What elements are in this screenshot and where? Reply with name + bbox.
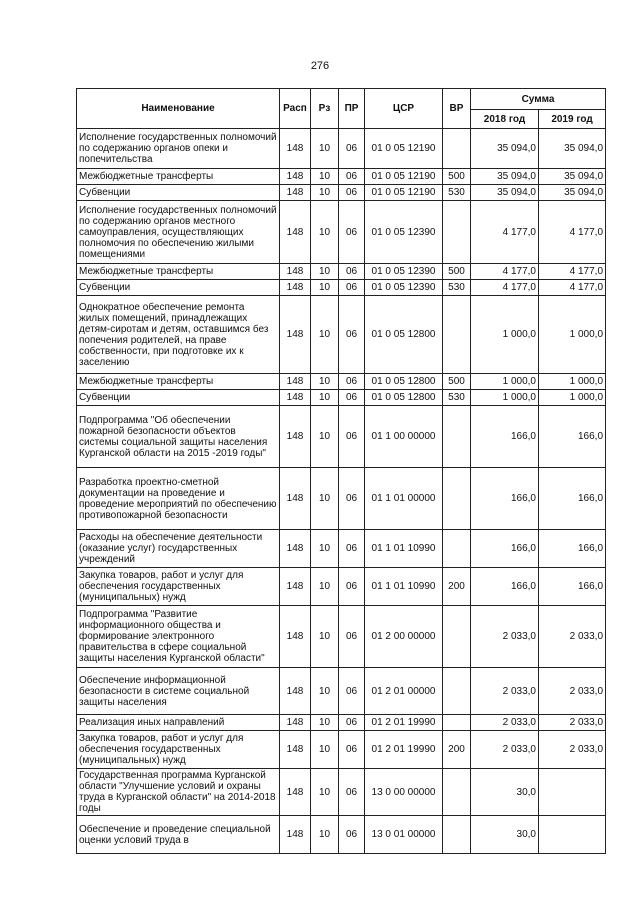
row-rasp: 148 xyxy=(280,374,311,390)
row-amount-2018: 166,0 xyxy=(471,468,539,530)
row-pr: 06 xyxy=(339,606,365,668)
row-amount-2018: 2 033,0 xyxy=(471,668,539,715)
row-pr: 06 xyxy=(339,715,365,731)
row-name: Обеспечение и проведение специальной оценки условий труда в xyxy=(77,816,280,854)
header-name: Наименование xyxy=(77,89,280,129)
row-vr xyxy=(443,769,471,816)
table-row xyxy=(77,606,606,668)
row-rasp: 148 xyxy=(280,530,311,568)
row-name: Однократное обеспечение ремонта жилых помещений, принадлежащих детям-сиротам и детям, оставшимся без попечения родителей, на праве собственности, при подготовке их к заселению xyxy=(77,296,280,374)
row-rz: 10 xyxy=(311,129,339,169)
row-amount-2018: 35 094,0 xyxy=(471,169,539,185)
row-rz: 10 xyxy=(311,731,339,769)
table-row xyxy=(77,468,606,530)
row-amount-2019: 35 094,0 xyxy=(539,185,606,201)
row-rasp: 148 xyxy=(280,816,311,854)
row-amount-2018: 2 033,0 xyxy=(471,715,539,731)
row-amount-2018: 4 177,0 xyxy=(471,264,539,280)
row-pr: 06 xyxy=(339,468,365,530)
row-csr: 01 0 05 12190 xyxy=(365,169,443,185)
row-amount-2019: 35 094,0 xyxy=(539,169,606,185)
table-row xyxy=(77,374,606,390)
row-rasp: 148 xyxy=(280,169,311,185)
row-csr: 01 2 00 00000 xyxy=(365,606,443,668)
header-2018: 2018 год xyxy=(471,110,539,129)
row-rasp: 148 xyxy=(280,390,311,406)
row-amount-2018: 2 033,0 xyxy=(471,606,539,668)
row-amount-2018: 4 177,0 xyxy=(471,201,539,264)
row-name: Подпрограмма "Об обеспечении пожарной безопасности объектов системы социальной защиты населения Курганской области на 2015 -2019 годы" xyxy=(77,406,280,468)
table-row xyxy=(77,280,606,296)
row-rz: 10 xyxy=(311,606,339,668)
row-rasp: 148 xyxy=(280,406,311,468)
table-body xyxy=(77,129,606,854)
row-rasp: 148 xyxy=(280,264,311,280)
table-row xyxy=(77,264,606,280)
row-name: Закупка товаров, работ и услуг для обеспечения государственных (муниципальных) нужд xyxy=(77,568,280,606)
row-rz: 10 xyxy=(311,816,339,854)
row-rasp: 148 xyxy=(280,568,311,606)
row-amount-2018: 166,0 xyxy=(471,406,539,468)
budget-table xyxy=(76,88,606,854)
header-sum: Сумма xyxy=(471,89,606,110)
row-csr: 01 1 01 10990 xyxy=(365,530,443,568)
row-amount-2019: 4 177,0 xyxy=(539,264,606,280)
header-pr: ПР xyxy=(339,89,365,129)
row-name: Разработка проектно-сметной документации на проведение и проведение мероприятий по обеспечению противопожарной безопасности xyxy=(77,468,280,530)
row-csr: 01 0 05 12800 xyxy=(365,374,443,390)
row-amount-2019: 166,0 xyxy=(539,530,606,568)
header-rasp: Расп xyxy=(280,89,311,129)
row-amount-2018: 30,0 xyxy=(471,816,539,854)
row-vr: 200 xyxy=(443,731,471,769)
row-pr: 06 xyxy=(339,201,365,264)
row-rz: 10 xyxy=(311,468,339,530)
row-csr: 01 0 05 12390 xyxy=(365,201,443,264)
row-csr: 01 0 05 12800 xyxy=(365,296,443,374)
row-name: Межбюджетные трансферты xyxy=(77,264,280,280)
row-amount-2018: 166,0 xyxy=(471,568,539,606)
row-name: Межбюджетные трансферты xyxy=(77,374,280,390)
header-rz: Рз xyxy=(311,89,339,129)
row-rasp: 148 xyxy=(280,129,311,169)
row-amount-2018: 1 000,0 xyxy=(471,374,539,390)
row-vr: 500 xyxy=(443,374,471,390)
row-csr: 01 1 01 10990 xyxy=(365,568,443,606)
row-amount-2019: 4 177,0 xyxy=(539,280,606,296)
row-rz: 10 xyxy=(311,264,339,280)
row-rz: 10 xyxy=(311,668,339,715)
table-row xyxy=(77,296,606,374)
row-rz: 10 xyxy=(311,568,339,606)
row-amount-2019: 2 033,0 xyxy=(539,715,606,731)
table-row xyxy=(77,668,606,715)
row-name: Обеспечение информационной безопасности в системе социальной защиты населения xyxy=(77,668,280,715)
row-vr: 530 xyxy=(443,185,471,201)
row-amount-2018: 1 000,0 xyxy=(471,296,539,374)
page-number: 276 xyxy=(310,60,330,72)
table-row xyxy=(77,185,606,201)
row-rz: 10 xyxy=(311,296,339,374)
row-csr: 13 0 01 00000 xyxy=(365,816,443,854)
table-row xyxy=(77,406,606,468)
row-pr: 06 xyxy=(339,296,365,374)
row-rasp: 148 xyxy=(280,769,311,816)
row-csr: 01 2 01 19990 xyxy=(365,715,443,731)
row-pr: 06 xyxy=(339,668,365,715)
row-rz: 10 xyxy=(311,374,339,390)
row-pr: 06 xyxy=(339,169,365,185)
row-amount-2019: 1 000,0 xyxy=(539,374,606,390)
row-amount-2019: 1 000,0 xyxy=(539,390,606,406)
row-amount-2019 xyxy=(539,816,606,854)
row-csr: 01 0 05 12190 xyxy=(365,129,443,169)
row-rz: 10 xyxy=(311,201,339,264)
row-pr: 06 xyxy=(339,185,365,201)
header-2019: 2019 год xyxy=(539,110,606,129)
row-name: Государственная программа Курганской области "Улучшение условий и охраны труда в Курганской области" на 2014-2018 годы xyxy=(77,769,280,816)
row-csr: 01 0 05 12800 xyxy=(365,390,443,406)
table-row xyxy=(77,816,606,854)
row-amount-2019: 2 033,0 xyxy=(539,731,606,769)
row-csr: 01 0 05 12190 xyxy=(365,185,443,201)
row-rz: 10 xyxy=(311,280,339,296)
row-pr: 06 xyxy=(339,280,365,296)
row-csr: 01 2 01 19990 xyxy=(365,731,443,769)
row-csr: 01 1 01 00000 xyxy=(365,468,443,530)
table-row xyxy=(77,769,606,816)
row-name: Закупка товаров, работ и услуг для обеспечения государственных (муниципальных) нужд xyxy=(77,731,280,769)
header-csr: ЦСР xyxy=(365,89,443,129)
row-vr xyxy=(443,816,471,854)
row-amount-2019: 35 094,0 xyxy=(539,129,606,169)
row-rasp: 148 xyxy=(280,715,311,731)
row-rasp: 148 xyxy=(280,731,311,769)
row-pr: 06 xyxy=(339,816,365,854)
row-csr: 01 2 01 00000 xyxy=(365,668,443,715)
row-vr xyxy=(443,406,471,468)
row-rasp: 148 xyxy=(280,606,311,668)
row-rz: 10 xyxy=(311,769,339,816)
row-rz: 10 xyxy=(311,406,339,468)
row-pr: 06 xyxy=(339,568,365,606)
row-rasp: 148 xyxy=(280,668,311,715)
row-name: Расходы на обеспечение деятельности (оказание услуг) государственных учреждений xyxy=(77,530,280,568)
row-amount-2019: 166,0 xyxy=(539,406,606,468)
row-vr xyxy=(443,129,471,169)
row-name: Реализация иных направлений xyxy=(77,715,280,731)
row-amount-2018: 1 000,0 xyxy=(471,390,539,406)
row-vr xyxy=(443,201,471,264)
row-vr xyxy=(443,668,471,715)
row-amount-2019: 1 000,0 xyxy=(539,296,606,374)
row-name: Межбюджетные трансферты xyxy=(77,169,280,185)
row-amount-2019: 2 033,0 xyxy=(539,606,606,668)
row-vr: 530 xyxy=(443,390,471,406)
row-rz: 10 xyxy=(311,715,339,731)
row-vr xyxy=(443,468,471,530)
table-row xyxy=(77,129,606,169)
table-row xyxy=(77,568,606,606)
row-name: Субвенции xyxy=(77,185,280,201)
row-pr: 06 xyxy=(339,406,365,468)
row-name: Подпрограмма "Развитие информационного общества и формирование электронного правительства в сфере социальной защиты населения Курганской области" xyxy=(77,606,280,668)
row-amount-2019: 4 177,0 xyxy=(539,201,606,264)
row-vr: 530 xyxy=(443,280,471,296)
row-amount-2019: 166,0 xyxy=(539,568,606,606)
row-amount-2018: 166,0 xyxy=(471,530,539,568)
row-csr: 01 1 00 00000 xyxy=(365,406,443,468)
row-amount-2018: 4 177,0 xyxy=(471,280,539,296)
table-row xyxy=(77,715,606,731)
table-row xyxy=(77,731,606,769)
row-amount-2019: 166,0 xyxy=(539,468,606,530)
row-csr: 13 0 00 00000 xyxy=(365,769,443,816)
row-rz: 10 xyxy=(311,390,339,406)
table-row xyxy=(77,390,606,406)
row-name: Исполнение государственных полномочий по содержанию органов опеки и попечительства xyxy=(77,129,280,169)
row-name: Исполнение государственных полномочий по содержанию органов местного самоуправления, осуществляющих полномочия по обеспечению жилыми помещениями xyxy=(77,201,280,264)
row-vr: 500 xyxy=(443,264,471,280)
row-name: Субвенции xyxy=(77,280,280,296)
row-amount-2018: 30,0 xyxy=(471,769,539,816)
row-pr: 06 xyxy=(339,530,365,568)
row-amount-2019: 2 033,0 xyxy=(539,668,606,715)
table-row xyxy=(77,169,606,185)
row-pr: 06 xyxy=(339,129,365,169)
row-amount-2019 xyxy=(539,769,606,816)
row-pr: 06 xyxy=(339,731,365,769)
row-vr xyxy=(443,606,471,668)
header-vr: ВР xyxy=(443,89,471,129)
row-pr: 06 xyxy=(339,264,365,280)
row-vr xyxy=(443,296,471,374)
row-csr: 01 0 05 12390 xyxy=(365,280,443,296)
row-rasp: 148 xyxy=(280,185,311,201)
row-vr xyxy=(443,530,471,568)
row-amount-2018: 2 033,0 xyxy=(471,731,539,769)
row-rz: 10 xyxy=(311,530,339,568)
row-rasp: 148 xyxy=(280,468,311,530)
row-rasp: 148 xyxy=(280,296,311,374)
table-row xyxy=(77,530,606,568)
row-pr: 06 xyxy=(339,769,365,816)
row-amount-2018: 35 094,0 xyxy=(471,129,539,169)
row-pr: 06 xyxy=(339,390,365,406)
row-rasp: 148 xyxy=(280,201,311,264)
row-rz: 10 xyxy=(311,169,339,185)
row-vr: 500 xyxy=(443,169,471,185)
row-vr: 200 xyxy=(443,568,471,606)
row-name: Субвенции xyxy=(77,390,280,406)
row-rasp: 148 xyxy=(280,280,311,296)
row-pr: 06 xyxy=(339,374,365,390)
row-rz: 10 xyxy=(311,185,339,201)
row-vr xyxy=(443,715,471,731)
row-amount-2018: 35 094,0 xyxy=(471,185,539,201)
row-csr: 01 0 05 12390 xyxy=(365,264,443,280)
table-row xyxy=(77,201,606,264)
